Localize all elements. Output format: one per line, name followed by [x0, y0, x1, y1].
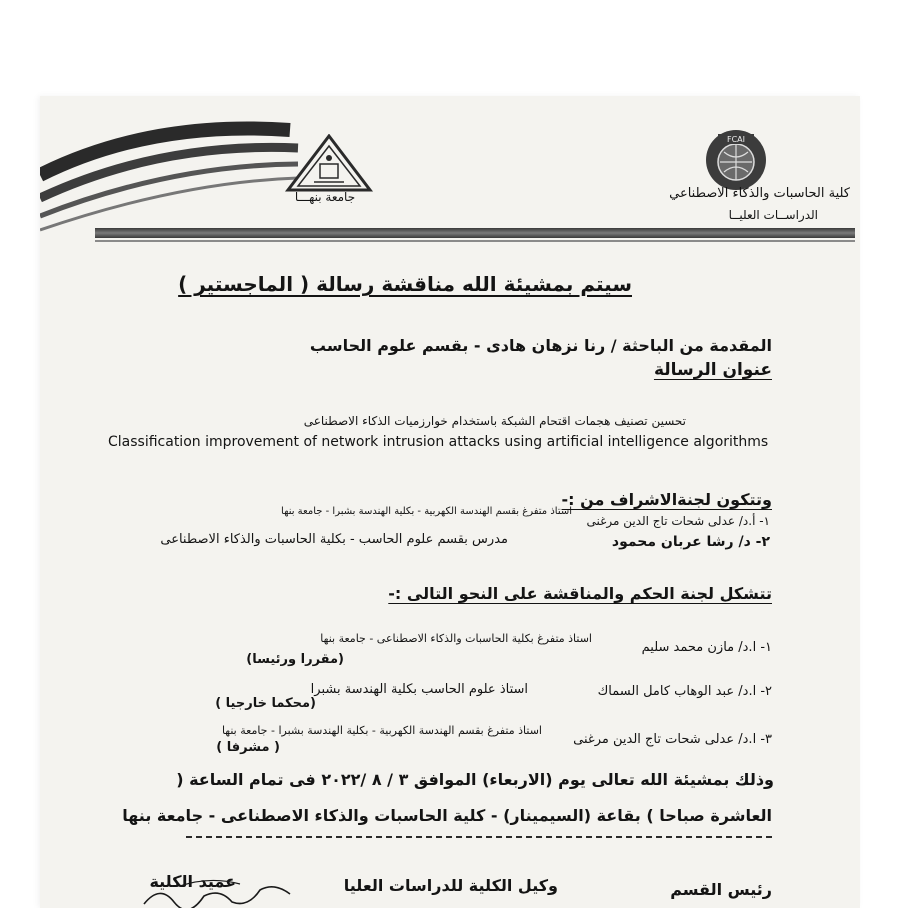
supervisor-1-role: استاذ متفرغ بقسم الهندسة الكهربية - بكلية الهندسة بشبرا - جامعة بنها	[281, 506, 572, 517]
thesis-label: عنوان الرسالة	[653, 360, 772, 380]
faculty-name: كلية الحاسبات والذكاء الاصطناعي	[669, 186, 850, 201]
header-divider-thin	[95, 240, 855, 242]
signature-dean: عميد الكلية	[149, 872, 236, 891]
supervision-heading: وتتكون لجنةالاشراف من :-	[561, 490, 772, 509]
university-name: جامعة بنهـــا	[294, 190, 356, 204]
jury-1-name: ١- ا.د/ مازن محمد سليم	[641, 640, 772, 655]
faculty-department: الدراســات العليــا	[728, 208, 818, 222]
header-divider	[95, 228, 855, 238]
jury-1-capacity: (مقررا ورئيسا)	[246, 652, 344, 667]
signature-department-head: رئيس القسم	[670, 880, 772, 899]
benha-university-logo	[284, 134, 374, 194]
decorative-curves	[40, 120, 300, 240]
thesis-title-arabic: تحسين تصنيف هجمات اقتحام الشبكة باستخدام خوارزميات الذكاء الاصطناعى	[303, 414, 686, 428]
signature-vice-dean: وكيل الكلية للدراسات العليا	[343, 876, 558, 895]
supervisor-2-role: مدرس بقسم علوم الحاسب - بكلية الحاسبات والذكاء الاصطناعى	[160, 532, 508, 547]
jury-heading: تتشكل لجنة الحكم والمناقشة على النحو التالى :-	[388, 584, 772, 603]
jury-3-name: ٣- ا.د/ عدلى شحات تاج الدين مرغنى	[573, 732, 772, 747]
schedule-line-2: العاشرة صباحا ) بقاعة (السيمينار) - كلية الحاسبات والذكاء الاصطناعى - جامعة بنها	[122, 806, 772, 825]
jury-3-role: استاذ متفرغ بقسم الهندسة الكهربية - بكلية الهندسة بشبرا - جامعة بنها	[221, 724, 542, 737]
schedule-line-1: وذلك بمشيئة الله تعالى يوم (الاربعاء) الموافق ٣ / ٨ /٢٠٢٢ فى تمام الساعة (	[176, 770, 774, 789]
supervisor-2-name: ٢- د/ رشا عربان محمود	[611, 534, 770, 550]
handwritten-signature	[140, 878, 310, 908]
jury-2-capacity: (محكما خارجيا )	[215, 696, 316, 711]
jury-1-role: استاذ متفرغ بكلية الحاسبات والذكاء الاصطناعى - جامعة بنها	[320, 632, 592, 645]
faculty-logo-text: FCAI	[726, 135, 746, 144]
jury-3-capacity: ( مشرفا )	[216, 740, 280, 755]
page-title: سيتم بمشيئة الله مناقشة رسالة ( الماجستير )	[178, 272, 632, 296]
dashed-divider	[186, 836, 772, 838]
supervisor-1-name: ١- أ.د/ عدلى شحات تاج الدين مرغنى	[586, 514, 770, 528]
jury-2-name: ٢- ا.د/ عبد الوهاب كامل السماك	[597, 684, 772, 699]
thesis-title-english: Classification improvement of network intrusion attacks using artificial intelligence algorithms	[108, 434, 769, 450]
jury-2-role: استاذ علوم الحاسب بكلية الهندسة بشبرا	[310, 682, 528, 697]
faculty-logo	[704, 128, 768, 192]
researcher-line: المقدمة من الباحثة / رنا نزهان هادى - بقسم علوم الحاسب	[309, 336, 772, 355]
